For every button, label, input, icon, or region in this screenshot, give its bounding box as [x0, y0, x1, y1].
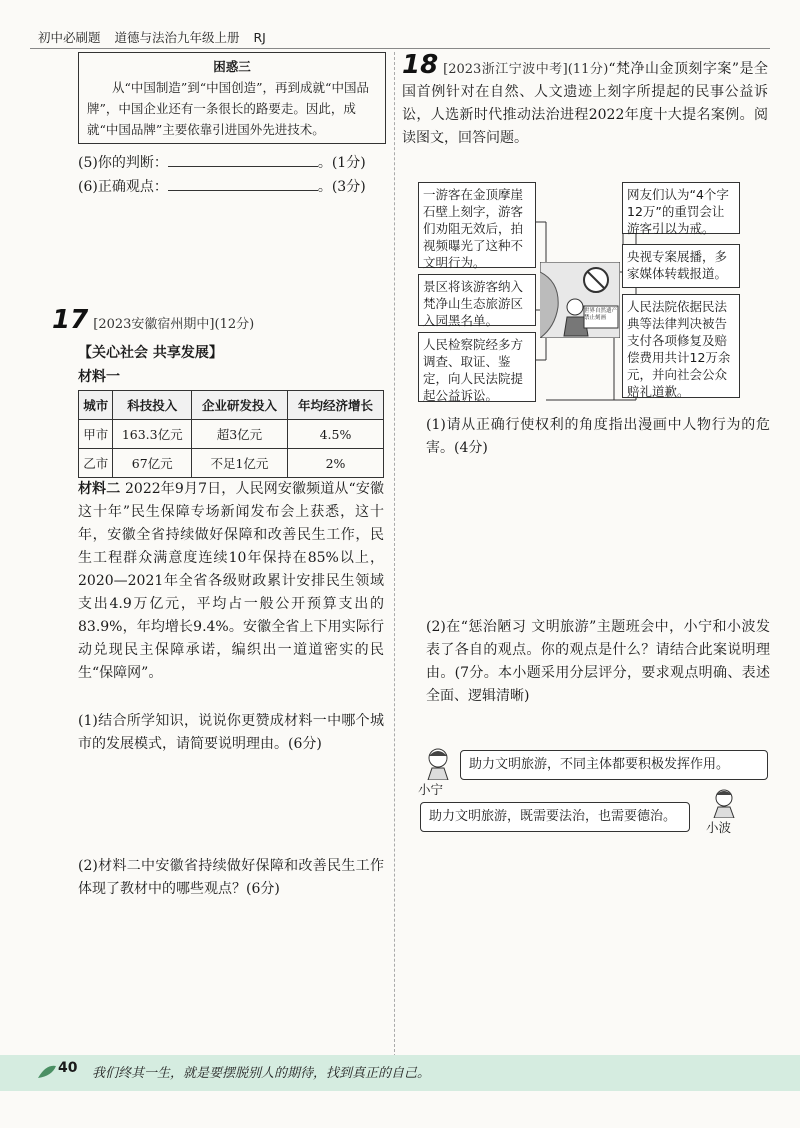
- footer-motto: 我们终其一生，就是要摆脱别人的期待，找到真正的自己。: [92, 1066, 431, 1081]
- table-header: 年均经济增长: [287, 391, 383, 420]
- subject-name: 道德与法治九年级上册: [114, 30, 240, 45]
- table-cell: 67亿元: [113, 449, 192, 478]
- q16-item5-score: 。(1分): [317, 155, 366, 171]
- sign-text: 禁止刻画: [584, 314, 607, 321]
- column-divider: [394, 52, 395, 1072]
- q18-source: [2023浙江宁波中考](11分): [443, 62, 609, 77]
- leaf-icon: [36, 1062, 58, 1082]
- material2-text: 2022年9月7日，人民网安徽频道从“安徽这十年”民生保障专场新闻发布会上获悉，这十年，安徽全省持续做好保障和改善民生工作，民生工程群众满意度连续10年保持在85%以上，2020—2021年全省各级财政累计安排民生领域支出4.9万亿元，平均占一般公开预算支出的83.9%，年均增长9.4%。安徽全省上下用实际行动兑现民主保障承诺，编织出一道道密实的民生“保障网”。: [78, 481, 384, 681]
- confusion-text: 从“中国制造”到“中国创造”，再到成就“中国品牌”，中国企业还有一条很长的路要走。因此，成就“中国品牌”主要依靠引进国外先进技术。: [87, 80, 369, 137]
- flow-box-right-2: 央视专案展播，多家媒体转载报道。: [622, 244, 740, 288]
- table-cell: 超3亿元: [191, 420, 287, 449]
- table-header: 城市: [79, 391, 113, 420]
- table-row: [79, 449, 384, 478]
- q16-item5: [78, 152, 366, 174]
- edition: RJ: [253, 30, 266, 45]
- q17-heading: [52, 305, 254, 335]
- header-rule: [30, 48, 770, 49]
- page-number: 40: [58, 1060, 78, 1076]
- flow-box-right-1: 网友们认为“4个字12万”的重罚会让游客引以为戒。: [622, 182, 740, 234]
- q17-theme: 【关心社会 共享发展】: [78, 345, 223, 361]
- q18-number: 18: [402, 50, 439, 80]
- table-cell: 2%: [287, 449, 383, 478]
- confusion-box: [78, 52, 386, 144]
- cartoon-sign: [584, 308, 618, 321]
- q17-source: [2023安徽宿州期中](12分): [93, 317, 255, 332]
- confusion-title: 困惑三: [213, 59, 251, 74]
- table-cell: 不足1亿元: [191, 449, 287, 478]
- q16-item5-label: (5)你的判断：: [78, 155, 168, 171]
- flow-box-left-2: 景区将该游客纳入梵净山生态旅游区入园黑名单。: [418, 274, 536, 326]
- table-header: 科技投入: [113, 391, 192, 420]
- xiaobo-figure: [706, 788, 742, 818]
- table-header: 企业研发投入: [191, 391, 287, 420]
- material1-table: [78, 390, 384, 478]
- table-cell: 甲市: [79, 420, 113, 449]
- q18-sub2: (2)在“惩治陋习 文明旅游”主题班会中，小宁和小波发表了各自的观点。你的观点是什么？请结合此案说明理由。(7分。本小题采用分层评分，要求观点明确、表述全面、逻辑清晰): [426, 619, 770, 704]
- xiaobo-name: 小波: [706, 820, 732, 835]
- table-cell: 乙市: [79, 449, 113, 478]
- answer-blank[interactable]: [168, 176, 318, 191]
- material2-label: 材料二: [78, 481, 121, 497]
- q17-sub2: (2)材料二中安徽省持续做好保障和改善民生工作体现了教材中的哪些观点？(6分): [78, 858, 384, 897]
- flow-box-left-3: 人民检察院经多方调查、取证、鉴定，向人民法院提起公益诉讼。: [418, 332, 536, 402]
- sign-text: 世界自然遗产: [584, 308, 618, 314]
- q17-sub1: (1)结合所学知识，说说你更赞成材料一中哪个城市的发展模式，请简要说明理由。(6分): [78, 713, 384, 752]
- q18-intro: “梵净山金顶刻字案”是全国首例针对在自然、人文遗迹上刻字所提起的民事公益诉讼，人选新时代推动法治进程2022年度十大提名案例。阅读图文，回答问题。: [402, 61, 768, 146]
- q16-item6: [78, 176, 366, 198]
- q16-item6-label: (6)正确观点：: [78, 179, 168, 195]
- xiaobo-speech: 助力文明旅游，既需要法治，也需要德治。: [420, 802, 690, 832]
- flow-box-right-3: 人民法院依据民法典等法律判决被告支付各项修复及赔偿费用共计12万余元，并向社会公众赔礼道歉。: [622, 294, 740, 398]
- table-cell: 163.3亿元: [113, 420, 192, 449]
- q16-item6-score: 。(3分): [317, 179, 366, 195]
- series-name: 初中必刷题: [38, 30, 101, 45]
- material2: [78, 478, 384, 685]
- cartoon-illustration: [540, 262, 620, 338]
- xiaoning-figure: [420, 746, 456, 780]
- answer-blank[interactable]: [168, 152, 318, 167]
- page-header: [38, 28, 276, 46]
- xiaoning-name: 小宁: [418, 782, 444, 797]
- q18-sub1: (1)请从正确行使权利的角度指出漫画中人物行为的危害。(4分): [426, 417, 770, 456]
- table-header-row: [79, 391, 384, 420]
- table-cell: 4.5%: [287, 420, 383, 449]
- table-row: [79, 420, 384, 449]
- flow-box-left-1: 一游客在金顶摩崖石壁上刻字，游客们劝阻无效后，拍视频曝光了这种不文明行为。: [418, 182, 536, 268]
- material1-label: 材料一: [78, 369, 120, 385]
- xiaoning-speech: 助力文明旅游，不同主体都要积极发挥作用。: [460, 750, 768, 780]
- q18-heading: [402, 50, 768, 150]
- q17-number: 17: [52, 305, 89, 335]
